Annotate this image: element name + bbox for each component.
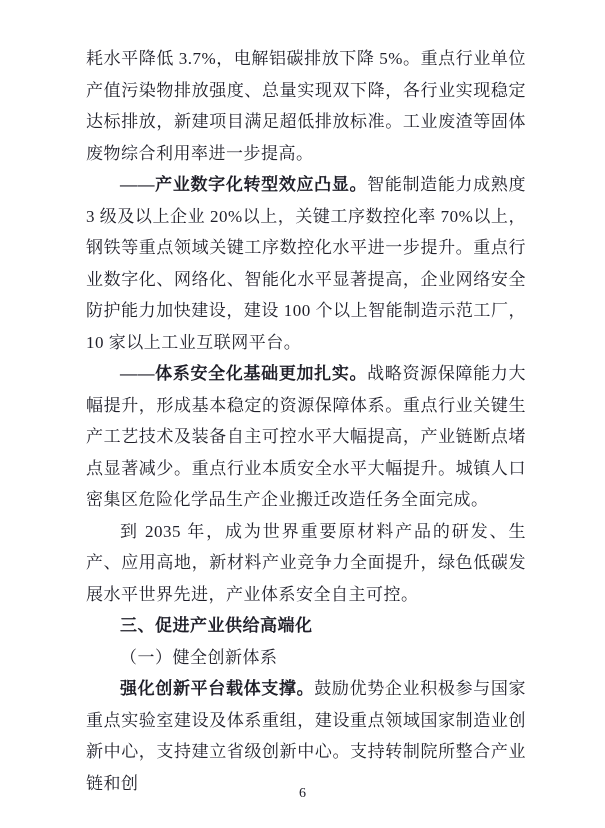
- paragraph-innovation-platform: [86, 673, 526, 799]
- paragraph-continuation: 耗水平降低 3.7%，电解铝碳排放下降 5%。重点行业单位产值污染物排放强度、总量实现双下降，各行业实现稳定达标排放，新建项目满足超低排放标准。工业废渣等固体废物综合利用率进一步提高。: [86, 49, 526, 163]
- section-heading: 三、促进产业供给高端化: [120, 616, 313, 635]
- page-content: [86, 43, 526, 799]
- paragraph-text-digital: 智能制造能力成熟度 3 级及以上企业 20%以上，关键工序数控化率 70%以上，钢铁等重点领域关键工序数控化水平进一步提升。重点行业数字化、网络化、智能化水平显著提高，企业网络安全防护能力加快建设，建设 100 个以上智能制造示范工厂，10 家以上工业互联网平台。: [86, 175, 527, 352]
- page-number: 6: [299, 786, 306, 801]
- paragraph-digital-transformation: [86, 169, 526, 358]
- paragraph-lead-innovation: 强化创新平台载体支撑。: [120, 679, 315, 698]
- paragraph-lead-security: ——体系安全化基础更加扎实。: [120, 364, 368, 383]
- subsection-heading: （一）健全创新体系: [120, 647, 278, 667]
- paragraph-2035-goal: 到 2035 年，成为世界重要原材料产品的研发、生产、应用高地，新材料产业竞争力全面提升，绿色低碳发展水平世界先进，产业体系安全自主可控。: [86, 521, 526, 604]
- paragraph-text-security: 战略资源保障能力大幅提升，形成基本稳定的资源保障体系。重点行业关键生产工艺技术及装备自主可控水平大幅提高，产业链断点堵点显著减少。重点行业本质安全水平大幅提升。城镇人口密集区危险化学品生产企业搬迁改造任务全面完成。: [86, 364, 527, 509]
- paragraph-system-security: [86, 358, 526, 516]
- paragraph-lead-digital: ——产业数字化转型效应凸显。: [120, 175, 368, 194]
- paragraph-text-innovation: 鼓励优势企业积极参与国家重点实验室建设及体系重组，建设重点领域国家制造业创新中心，支持建立省级创新中心。支持转制院所整合产业链和创: [86, 679, 526, 793]
